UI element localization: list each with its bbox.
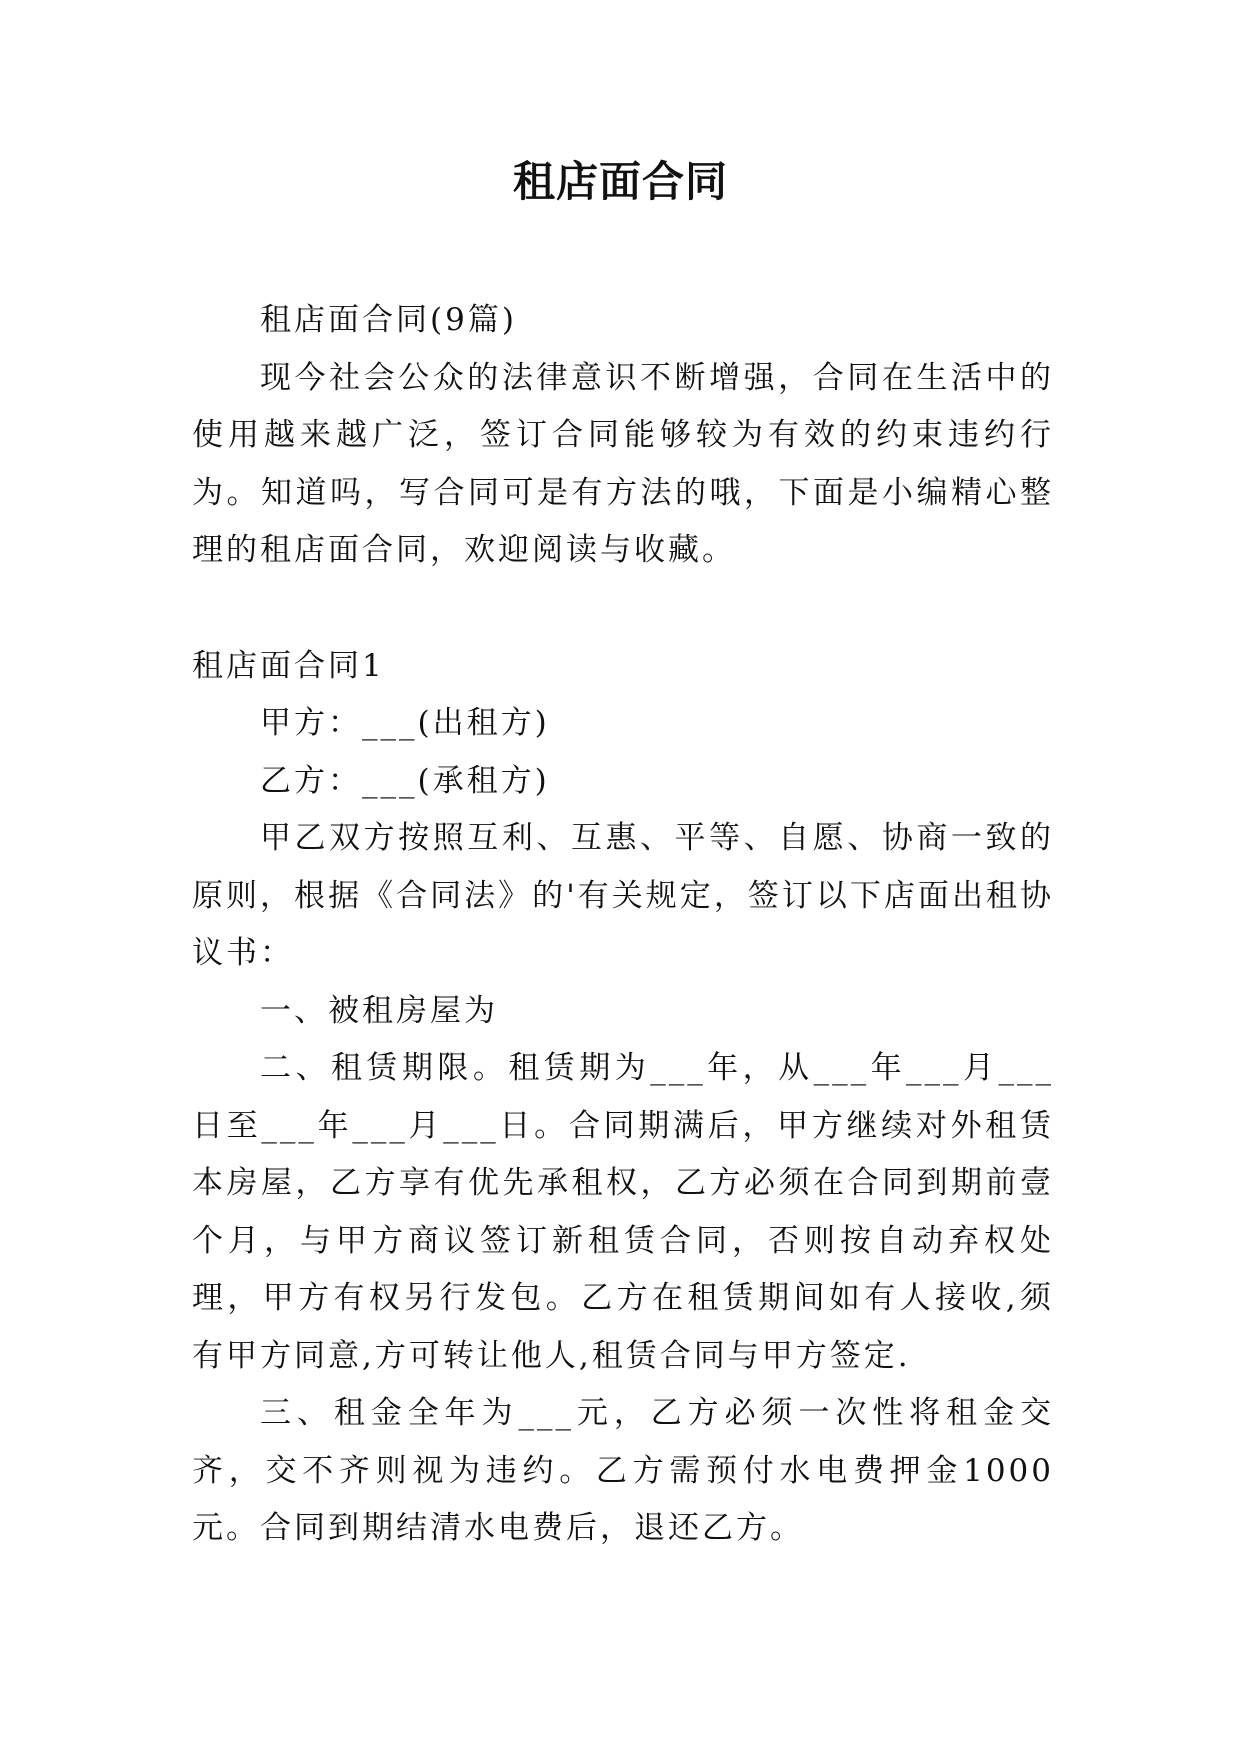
party-b: 乙方：___(承租方) (260, 762, 550, 799)
party-a: 甲方：___(出租方) (260, 705, 550, 741)
intro-paragraph: 现今社会公众的法律意识不断增强，合同在生活中的使用越来越广泛，签订合同能够较为有效的约束违约行为。知道吗，写合同可是有方法的哦，下面是小编精心整理的租店面合同，欢迎阅读与收藏。 (192, 359, 1054, 568)
clause-3: 三、租金全年为___元，乙方必须一次性将租金交齐，交不齐则视为违约。乙方需预付水电费押金1000元。合同到期结清水电费后，退还乙方。 (192, 1395, 1054, 1546)
clause-1: 一、被租房屋为 (260, 992, 498, 1029)
clause-2: 二、租赁期限。租赁期为___年，从___年___月___日至___年___月___日。合同期满后，甲方继续对外租赁本房屋，乙方享有优先承租权，乙方必须在合同到期前壹个月，与甲方商议签订新租赁合同，否则按自动弃权处理，甲方有权另行发包。乙方在租赁期间如有人接收,须有甲方同意,方可转让他人,租赁合同与甲方签定. (192, 1050, 1054, 1374)
document-title: 租店面合同 (512, 157, 728, 206)
contract-heading: 租店面合同1 (192, 647, 385, 684)
subtitle: 租店面合同(9篇) (260, 302, 517, 338)
document-body (192, 292, 1054, 1558)
preamble-paragraph: 甲乙双方按照互利、互惠、平等、自愿、协商一致的原则，根据《合同法》的'有关规定，签订以下店面出租协议书： (192, 820, 1054, 971)
